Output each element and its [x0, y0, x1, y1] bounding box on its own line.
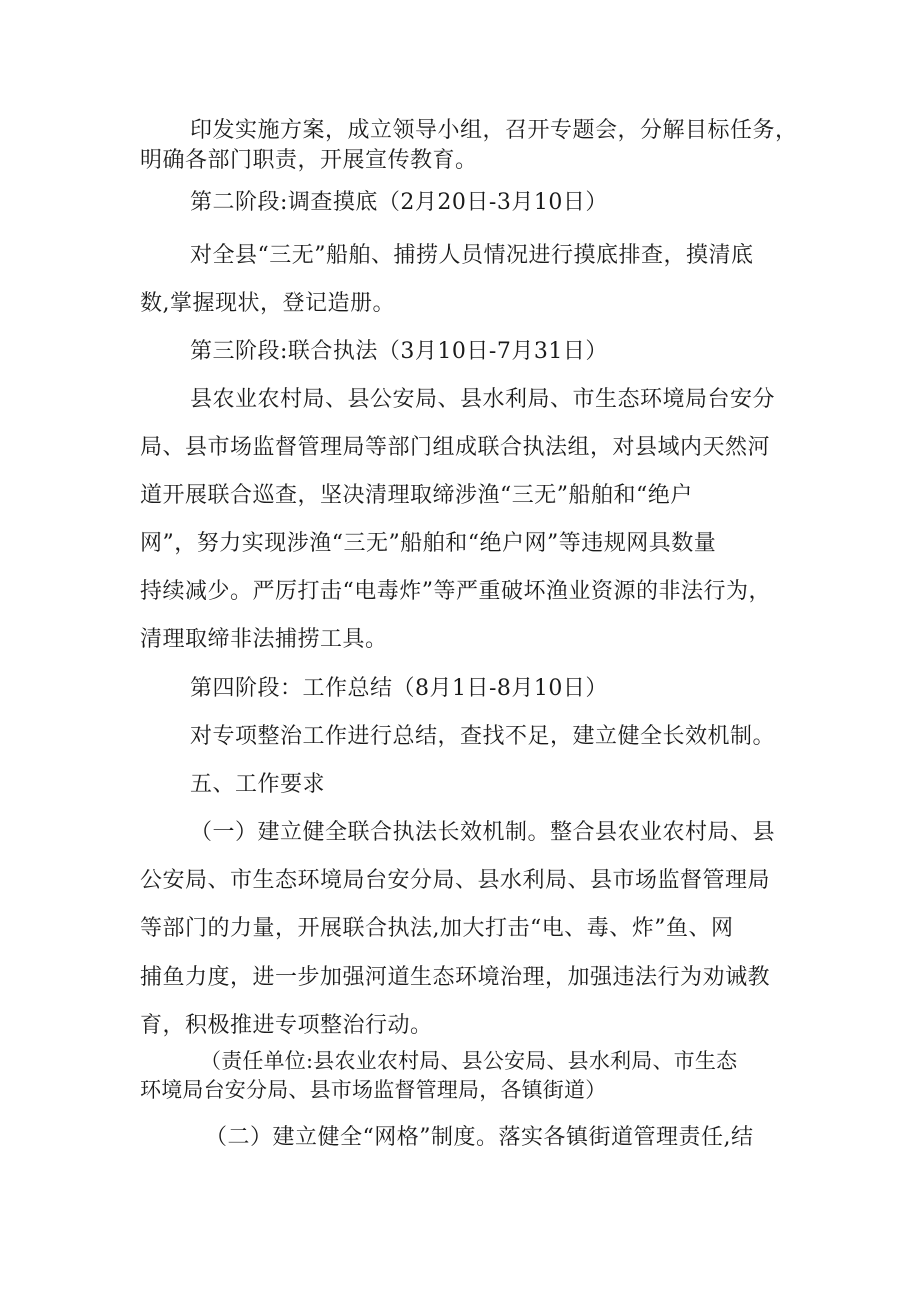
paragraph-line: 公安局、市生态环境局台安分局、县水利局、县市场监督管理局: [140, 868, 771, 893]
paragraph-line: 网”，努力实现涉渔“三无”船舶和“绝户网”等违规网具数量: [140, 531, 717, 556]
paragraph-line: 对专项整治工作进行总结，查找不足，建立健全长效机制。: [190, 724, 776, 749]
paragraph-line: 对全县“三无”船舶、捕捞人员情况进行摸底排查，摸清底: [190, 243, 754, 268]
paragraph-line: （一）建立健全联合执法长效机制。整合县农业农村局、县: [190, 820, 776, 845]
paragraph-line: 印发实施方案，成立领导小组，召开专题会，分解目标任务，: [190, 118, 798, 143]
responsibility-line: （责任单位:县农业农村局、县公安局、县水利局、市生态: [200, 1049, 738, 1073]
paragraph-line: 育，积极推进专项整治行动。: [140, 1013, 433, 1038]
paragraph-line: 局、县市场监督管理局等部门组成联合执法组，对县域内天然河: [140, 435, 771, 460]
paragraph-line: 道开展联合巡查，坚决清理取缔涉渔“三无”船舶和“绝户: [140, 483, 693, 508]
responsibility-line: 环境局台安分局、县市场监督管理局，各镇街道）: [140, 1078, 607, 1102]
paragraph-line: 明确各部门职责，开展宣传教育。: [140, 148, 478, 173]
section-heading: 五、工作要求: [190, 772, 326, 797]
paragraph-line: 等部门的力量，开展联合执法,加大打击“电、毒、炸”鱼、网: [140, 916, 734, 941]
section-heading: 第三阶段:联合执法（3月10日-7月31日）: [190, 339, 608, 364]
paragraph-line: （二）建立健全“网格”制度。落实各镇街道管理责任,结: [205, 1125, 754, 1150]
section-heading: 第四阶段：工作总结（8月1日-8月10日）: [190, 676, 608, 701]
paragraph-line: 清理取缔非法捕捞工具。: [140, 627, 388, 652]
paragraph-line: 县农业农村局、县公安局、县水利局、市生态环境局台安分: [190, 387, 776, 412]
section-heading: 第二阶段:调查摸底（2月20日-3月10日）: [190, 190, 608, 215]
paragraph-line: 数,掌握现状，登记造册。: [140, 291, 395, 316]
paragraph-line: 捕鱼力度，进一步加强河道生态环境治理，加强违法行为劝诫教: [140, 965, 771, 990]
paragraph-line: 持续减少。严厉打击“电毒炸”等严重破坏渔业资源的非法行为，: [140, 579, 771, 604]
